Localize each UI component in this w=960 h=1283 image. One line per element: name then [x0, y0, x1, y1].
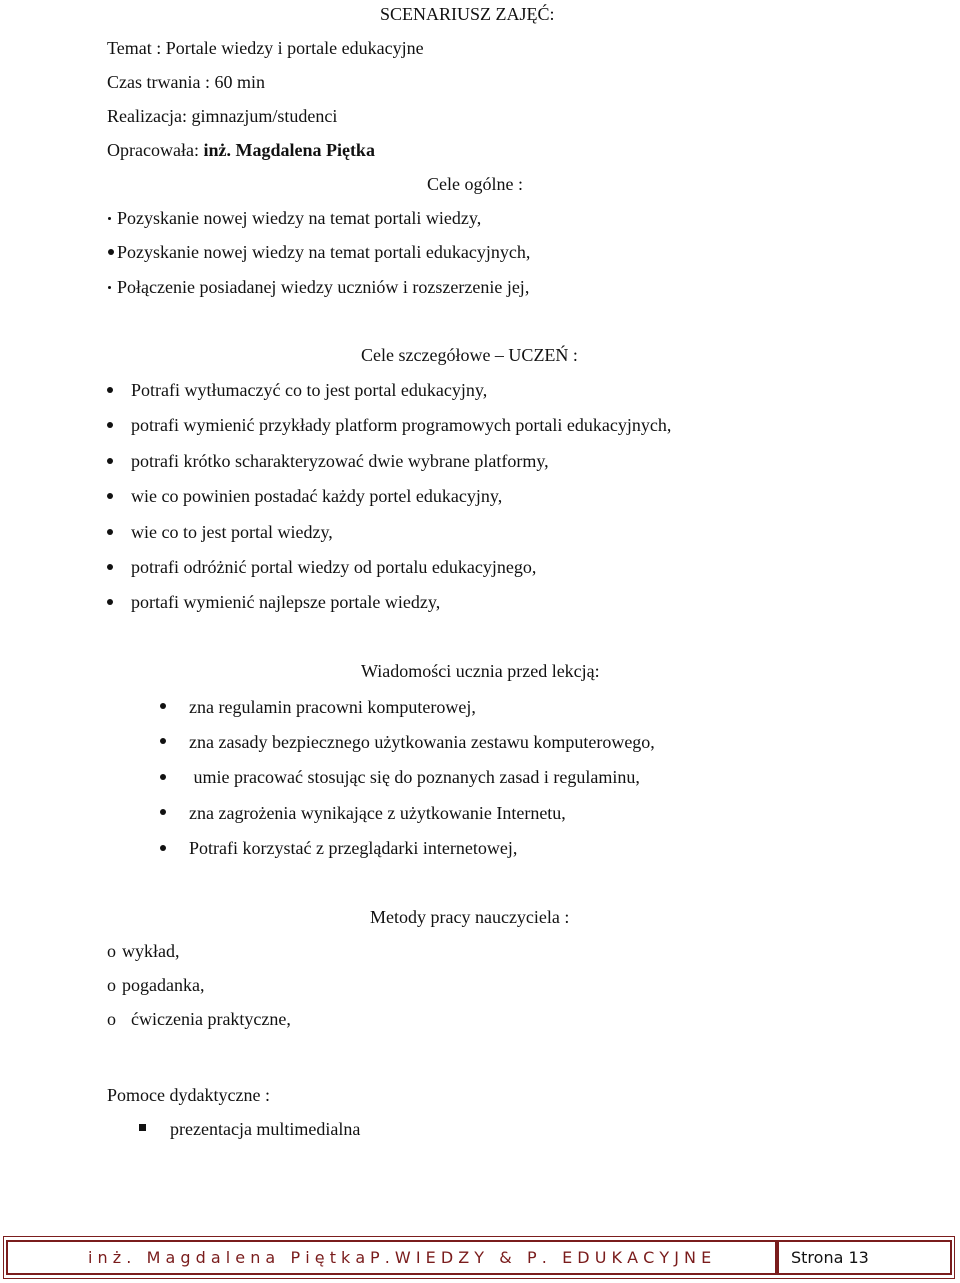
prior-knowledge-item: umie pracować stosując się do poznanych zasad i regulaminu, — [189, 767, 640, 787]
bullet-icon — [160, 809, 166, 815]
bullet-icon — [107, 458, 113, 464]
method-item: pogadanka, — [122, 975, 205, 995]
circle-bullet-icon: o — [107, 1009, 116, 1029]
specific-goal-item: portafi wymienić najlepsze portale wiedzy, — [131, 592, 441, 612]
bullet-icon — [160, 845, 166, 851]
bullet-icon — [107, 599, 113, 605]
duration-line: Czas trwania : 60 min — [107, 72, 265, 92]
realization-line: Realizacja: gimnazjum/studenci — [107, 106, 338, 126]
teaching-aid-item: prezentacja multimedialna — [170, 1119, 361, 1139]
specific-goal-item: wie co powinien postadać każdy portel edukacyjny, — [131, 486, 503, 506]
bullet-icon — [108, 249, 114, 255]
footer-title: P . W I E D Z Y & P . E D U K A C Y J N E — [370, 1248, 712, 1267]
specific-goals-heading: Cele szczegółowe – UCZEŃ : — [361, 345, 578, 365]
page-title: SCENARIUSZ ZAJĘĆ: — [380, 4, 555, 24]
general-goals-heading: Cele ogólne : — [427, 174, 523, 194]
general-goal-item: Połączenie posiadanej wiedzy uczniów i rozszerzenie jej, — [117, 277, 530, 297]
prior-knowledge-heading: Wiadomości ucznia przed lekcją: — [361, 661, 600, 681]
bullet-icon — [107, 493, 113, 499]
middot-bullet-icon — [108, 286, 111, 289]
bullet-icon — [107, 564, 113, 570]
author-name: inż. Magdalena Piętka — [203, 140, 375, 160]
square-bullet-icon — [139, 1124, 146, 1131]
specific-goal-item: Potrafi wytłumaczyć co to jest portal edukacyjny, — [131, 380, 488, 400]
methods-heading: Metody pracy nauczyciela : — [370, 907, 570, 927]
method-item: ćwiczenia praktyczne, — [131, 1009, 291, 1029]
bullet-icon — [107, 422, 113, 428]
bullet-icon — [107, 387, 113, 393]
method-item: wykład, — [122, 941, 180, 961]
topic-line: Temat : Portale wiedzy i portale edukacyjne — [107, 38, 424, 58]
specific-goal-item: potrafi krótko scharakteryzować dwie wybrane platformy, — [131, 451, 549, 471]
bullet-icon — [160, 774, 166, 780]
specific-goal-item: potrafi odróżnić portal wiedzy od portalu edukacyjnego, — [131, 557, 537, 577]
bullet-icon — [107, 529, 113, 535]
bullet-icon — [160, 738, 166, 744]
circle-bullet-icon: o — [107, 941, 116, 961]
specific-goal-item: wie co to jest portal wiedzy, — [131, 522, 333, 542]
author-line — [107, 139, 375, 161]
prior-knowledge-item: Potrafi korzystać z przeglądarki internetowej, — [189, 838, 518, 858]
prior-knowledge-item: zna zagrożenia wynikające z użytkowanie Internetu, — [189, 803, 566, 823]
teaching-aids-heading: Pomoce dydaktyczne : — [107, 1085, 270, 1105]
author-label: Opracowała: — [107, 140, 199, 160]
prior-knowledge-item: zna zasady bezpiecznego użytkowania zestawu komputerowego, — [189, 732, 655, 752]
specific-goal-item: potrafi wymienić przykłady platform programowych portali edukacyjnych, — [131, 415, 672, 435]
general-goal-item: Pozyskanie nowej wiedzy na temat portali wiedzy, — [117, 208, 482, 228]
middot-bullet-icon — [108, 217, 111, 220]
footer-author: i n ż . M a g d a l e n a P i ę t k a — [88, 1248, 366, 1267]
general-goal-item: Pozyskanie nowej wiedzy na temat portali edukacyjnych, — [117, 242, 531, 262]
page-number: Strona 13 — [791, 1248, 869, 1267]
bullet-icon — [160, 703, 166, 709]
prior-knowledge-item: zna regulamin pracowni komputerowej, — [189, 697, 476, 717]
circle-bullet-icon: o — [107, 975, 116, 995]
